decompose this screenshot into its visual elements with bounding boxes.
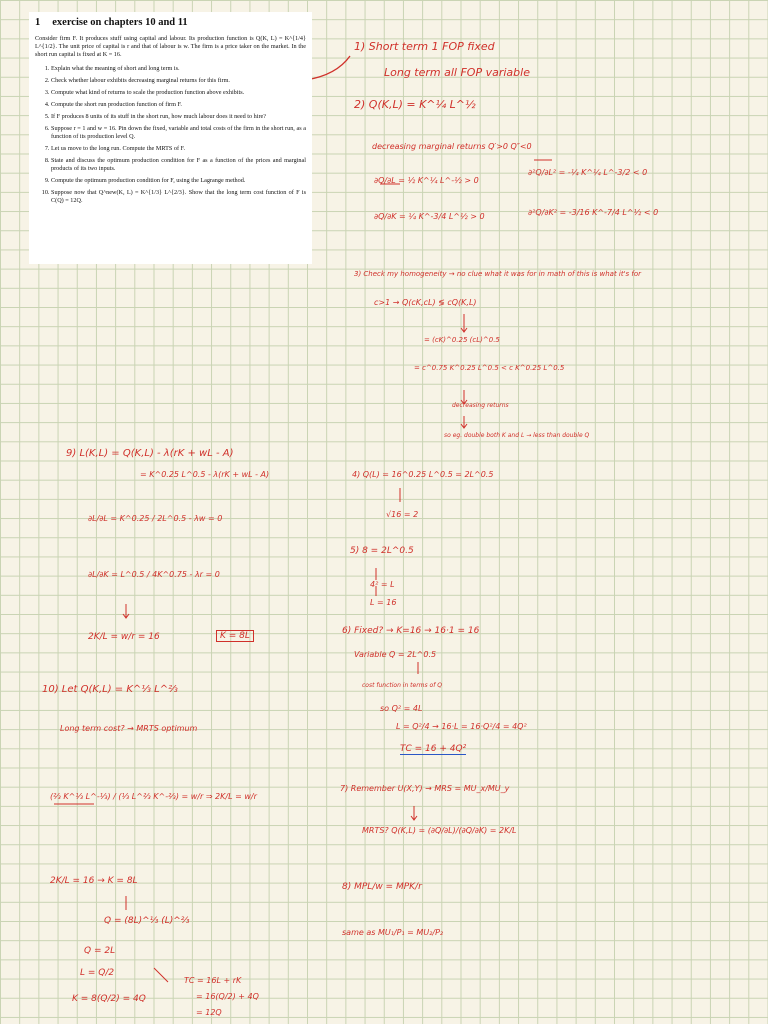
answer-2-function: 2) Q(K,L) = K^¼ L^½ [354, 98, 476, 111]
answer-10-line-10: = 16(Q/2) + 4Q [196, 992, 259, 1001]
answer-5-line-3: L = 16 [370, 598, 397, 607]
down-arrow [461, 416, 467, 428]
answer-9-lagrangian: 9) L(K,L) = Q(K,L) - λ(rK + wL - A) [66, 448, 234, 459]
answer-3-line-1: 3) Check my homogeneity → no clue what it was for in math of this is what it's for [354, 270, 642, 278]
answer-2-dq-dk: ∂Q/∂K = ¼ K^-3/4 L^½ > 0 [374, 212, 485, 221]
down-arrow [411, 806, 417, 820]
down-arrow [461, 314, 467, 332]
answer-1-line-1: 1) Short term 1 FOP fixed [354, 40, 495, 53]
question-item: 9. Compute the optimum production condition for F, using the Lagrange method. [51, 177, 306, 185]
question-item: 8. State and discuss the optimum production condition for F as a function of the prices and marginal products of its two inputs. [51, 157, 306, 173]
answer-10-line-8: K = 8(Q/2) = 4Q [72, 994, 146, 1004]
answer-3-line-5: decreasing returns [452, 402, 509, 409]
answer-10-line-3: (⅔ K^⅓ L^-⅓) / (⅓ L^⅔ K^-⅔) = w/r ⇒ 2K/L = w/r [50, 792, 257, 801]
exercise-sheet [29, 12, 312, 264]
answer-10-line-6: Q = 2L [84, 946, 116, 956]
answer-5-line-1: 5) 8 = 2L^0.5 [350, 546, 414, 556]
answer-9-foc-l: ∂L/∂L = K^0.25 / 2L^0.5 - λw = 0 [88, 514, 223, 523]
answer-5-line-2: 4² = L [370, 580, 395, 589]
answer-6-line-3: cost function in terms of Q [362, 682, 442, 689]
answer-4-line-1: 4) Q(L) = 16^0.25 L^0.5 = 2L^0.5 [352, 470, 494, 479]
answer-10-line-7: L = Q/2 [80, 968, 115, 978]
answer-6-line-2: Variable Q = 2L^0.5 [354, 650, 437, 659]
answer-10-line-2: Long term cost? → MRTS optimum [60, 724, 198, 733]
exercise-number: 1 [35, 17, 41, 28]
question-item: 5. If F produces 8 units of its stuff in the short run, how much labour does it need to hire? [51, 113, 306, 121]
answer-4-line-2: √16 = 2 [386, 510, 419, 519]
answer-7-line-2: MRTS? Q(K,L) = (∂Q/∂L)/(∂Q/∂K) = 2K/L [362, 826, 517, 835]
answer-10-line-11: = 12Q [196, 1008, 222, 1017]
answer-10-line-1: 10) Let Q(K,L) = K^⅓ L^⅔ [42, 684, 178, 695]
down-arrow [123, 604, 129, 618]
answer-6-line-5: L = Q²/4 → 16·L = 16·Q²/4 = 4Q² [396, 722, 527, 731]
exercise-intro: Consider firm F. It produces stuff using capital and labour. Its production function is Q(K, L) = K^{1/4} L^{1/2}. The unit price of capital is r and that of labour is w. The firm is a price taker on the market. In the short run capital is fixed at K = 16. [35, 35, 306, 59]
answer-10-line-4: 2K/L = 16 → K = 8L [50, 876, 138, 886]
exercise-title: exercise on chapters 10 and 11 [52, 17, 188, 28]
question-item: 6. Suppose r = 1 and w = 16. Pin down the fixed, variable and total costs of the firm in the short run, as a function of its production level Q. [51, 125, 306, 141]
answer-6-total-cost: TC = 16 + 4Q² [400, 744, 467, 754]
answer-9-expanded: = K^0.25 L^0.5 - λ(rK + wL - A) [140, 470, 270, 479]
answer-8-line-1: 8) MPL/w = MPK/r [342, 882, 422, 892]
exercise-heading [35, 16, 306, 29]
answer-3-line-4: = c^0.75 K^0.25 L^0.5 < c K^0.25 L^0.5 [414, 364, 565, 372]
answer-10-line-9: TC = 16L + rK [184, 976, 242, 985]
diag-arrow [154, 968, 168, 982]
question-item: 2. Check whether labour exhibits decreasing marginal returns for this firm. [51, 77, 306, 85]
answer-9-ratio: 2K/L = w/r = 16 [88, 632, 160, 642]
answer-3-line-6: so eg. double both K and L → less than double Q [444, 432, 590, 439]
question-list [35, 65, 306, 204]
answer-3-line-2: c>1 → Q(cK,cL) ≶ cQ(K,L) [374, 298, 477, 307]
question-item: 10. Suppose now that Q^new(K, L) = K^{1/3} L^{2/3}. Show that the long term cost function of F is C(Q) = 12Q. [51, 189, 306, 205]
answer-6-line-1: 6) Fixed? → K=16 → 16·1 = 16 [342, 626, 480, 636]
question-item: 7. Let us move to the long run. Compute the MRTS of F. [51, 145, 306, 153]
answer-6-line-4: so Q² = 4L [380, 704, 423, 713]
question-item: 3. Compute what kind of returns to scale the production function above exhibits. [51, 89, 306, 97]
answer-3-line-3: = (cK)^0.25 (cL)^0.5 [424, 336, 500, 344]
answer-10-line-5: Q = (8L)^⅓ (L)^⅔ [104, 916, 190, 926]
answer-9-foc-k: ∂L/∂K = L^0.5 / 4K^0.75 - λr = 0 [88, 570, 220, 579]
answer-2-condition: decreasing marginal returns Q′>0 Q″<0 [372, 142, 532, 151]
answer-2-dq-dl: ∂Q/∂L = ½ K^¼ L^-½ > 0 [374, 176, 479, 185]
answer-9-result: K = 8L [216, 630, 254, 642]
answer-2-d2q-dk2: ∂²Q/∂K² = -3/16 K^-7/4 L^½ < 0 [528, 208, 659, 217]
answer-1-line-2: Long term all FOP variable [384, 66, 530, 79]
question-item: 1. Explain what the meaning of short and long term is. [51, 65, 306, 73]
question-item: 4. Compute the short run production function of firm F. [51, 101, 306, 109]
answer-7-line-1: 7) Remember U(X,Y) → MRS = MU_x/MU_y [340, 784, 510, 793]
answer-8-line-2: same as MU₁/P₁ = MU₂/P₂ [342, 928, 444, 937]
answer-2-d2q-dl2: ∂²Q/∂L² = -¼ K^¼ L^-3/2 < 0 [528, 168, 648, 177]
